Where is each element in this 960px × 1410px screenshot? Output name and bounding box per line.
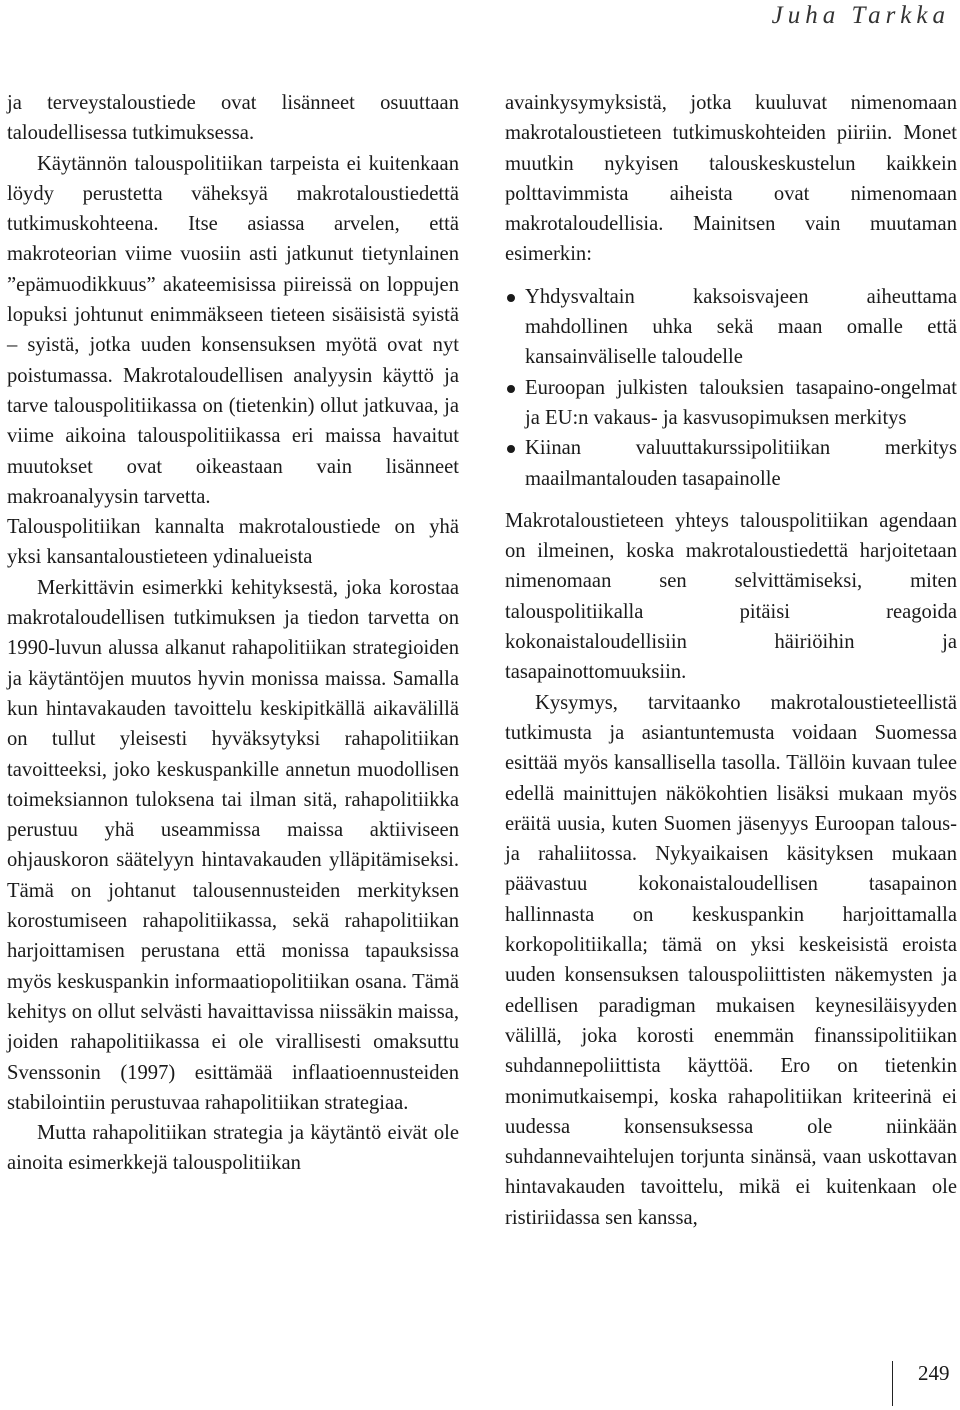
list-item <box>505 373 957 434</box>
paragraph: Käytännön talouspolitiikan tarpeista ei kuitenkaan löydy perustetta väheksyä makrotaloustiedettä tutkimuskohteena. Itse asiassa arvelen, että makroteorian viime vuosiin asti jatkunut tietynlainen ”epämuodikkuus” akateemisissa piireissä on loppujen lopuksi johtunut enimmäkseen tieteen sisäisistä syistä – syistä, jotka uuden konsensuksen myötä ovat nyt poistumassa. Makrotaloudellisen analyysin käyttö ja tarve talouspolitiikassa on (tietenkin) ollut jatkuvaa, ja viime aikoina talouspolitiikassa eri maissa havaitut muutokset ovat oikeastaan vain lisänneet makroanalyysin tarvetta. <box>7 152 459 508</box>
list-item <box>505 282 957 373</box>
left-column <box>7 88 459 1179</box>
paragraph: Kysymys, tarvitaanko makrotaloustieteellistä tutkimusta ja asiantuntemusta voidaan Suomessa esittää myös kansallisella tasolla. Tällöin kuvaan tulee edellä mainittujen näkökohtien lisäksi mukaan myös eräitä uusia, kuten Suomen jäsenyys Euroopan talous- ja rahaliitossa. Nykyaikaisen käsityksen mukaan päävastuu kokonaistaloudellisen tasapainon hallinnasta on keskuspankin harjoittamalla korkopolitiikalla; tämä on yksi keskeisistä eroista uuden konsensuksen talouspoliittisten näkemysten ja edellisen paradigman mukaisen keynesiläisyyden välillä, joka korosti enemmän finanssipolitiikan suhdannepoliittista käyttöä. Ero on tietenkin monimutkaisempi, koska rahapolitiikan kriteerinä ei uudessa konsensuksessa ole niinkään suhdannevaihtelujen torjunta sinänsä, vaan uskottavan hintavakauden tavoittelu, mikä ei kuitenkaan ole ristiriidassa sen kanssa, <box>505 691 957 1229</box>
page-number: 249 <box>918 1361 950 1385</box>
paragraph: ja terveystaloustiede ovat lisänneet osuuttaan taloudellisessa tutkimuksessa. <box>7 92 459 145</box>
running-header-author: Juha Tarkka <box>771 2 950 29</box>
right-column <box>505 88 957 1233</box>
list-item <box>505 433 957 494</box>
list-item-text: Euroopan julkisten talouksien tasapaino-ongelmat ja EU:n vakaus- ja kasvusopimuksen merkitys <box>525 376 957 429</box>
bullet-icon <box>507 385 515 393</box>
paragraph: Mutta rahapolitiikan strategia ja käytäntö eivät ole ainoita esimerkkejä talouspolitiikan <box>7 1122 459 1175</box>
paragraph: Makrotaloustieteen yhteys talouspolitiikan agendaan on ilmeinen, koska makrotaloustiedettä harjoitetaan nimenomaan sen selvittämiseksi, miten talouspolitiikalla pitäisi reagoida kokonaistaloudellisiin häiriöihin ja tasapainottomuuksiin. <box>505 509 957 684</box>
section-subheading: Talouspolitiikan kannalta makrotaloustiede on yhä yksi kansantaloustieteen ydinalueista <box>7 516 459 569</box>
footer-divider <box>892 1361 893 1406</box>
example-list <box>505 282 957 494</box>
paragraph: Merkittävin esimerkki kehityksestä, joka korostaa makrotaloudellisen tutkimuksen ja tiedon tarvetta on 1990-luvun alussa alkanut rahapolitiikan strategioiden ja käytäntöjen muutos hyvin monissa maissa. Samalla kun hintavakauden tavoittelu keskipitkällä aikavälillä on tullut yleisesti hyväksytyksi rahapolitiikan tavoitteeksi, joko keskuspankille annetun muodollisen toimeksiannon tuloksena tai ilman sitä, rahapolitiikka perustuu yhä useammissa maissa aktiiviseen ohjauskoron säätelyyn hintavakauden ylläpitämiseksi. Tämä on johtanut talousennusteiden merkityksen korostumiseen rahapolitiikassa, sekä rahapolitiikan harjoittamisen perustana että monissa tapauksissa myös keskuspankin informaatiopolitiikan osana. Tämä kehitys on ollut selvästi havaittavissa niissäkin maissa, joiden rahapolitiikassa ei ole virallisesti omaksuttu Svenssonin (1997) esittämää inflaatioennusteiden stabilointiin perustuvaa rahapolitiikan strategiaa. <box>7 576 459 1114</box>
bullet-icon <box>507 294 515 302</box>
list-item-text: Kiinan valuuttakurssipolitiikan merkitys maailmantalouden tasapainolle <box>525 437 957 490</box>
list-item-text: Yhdysvaltain kaksoisvajeen aiheuttama mahdollinen uhka sekä maan omalle että kansainväliselle taloudelle <box>525 285 957 369</box>
paragraph: avainkysymyksistä, jotka kuuluvat nimenomaan makrotaloustieteen tutkimuskohteiden piiriin. Monet muutkin nykyisen talouskeskustelun kaikkein polttavimmista aiheista ovat nimenomaan makrotaloudellisia. Mainitsen vain muutaman esimerkin: <box>505 92 957 266</box>
bullet-icon <box>507 445 515 453</box>
